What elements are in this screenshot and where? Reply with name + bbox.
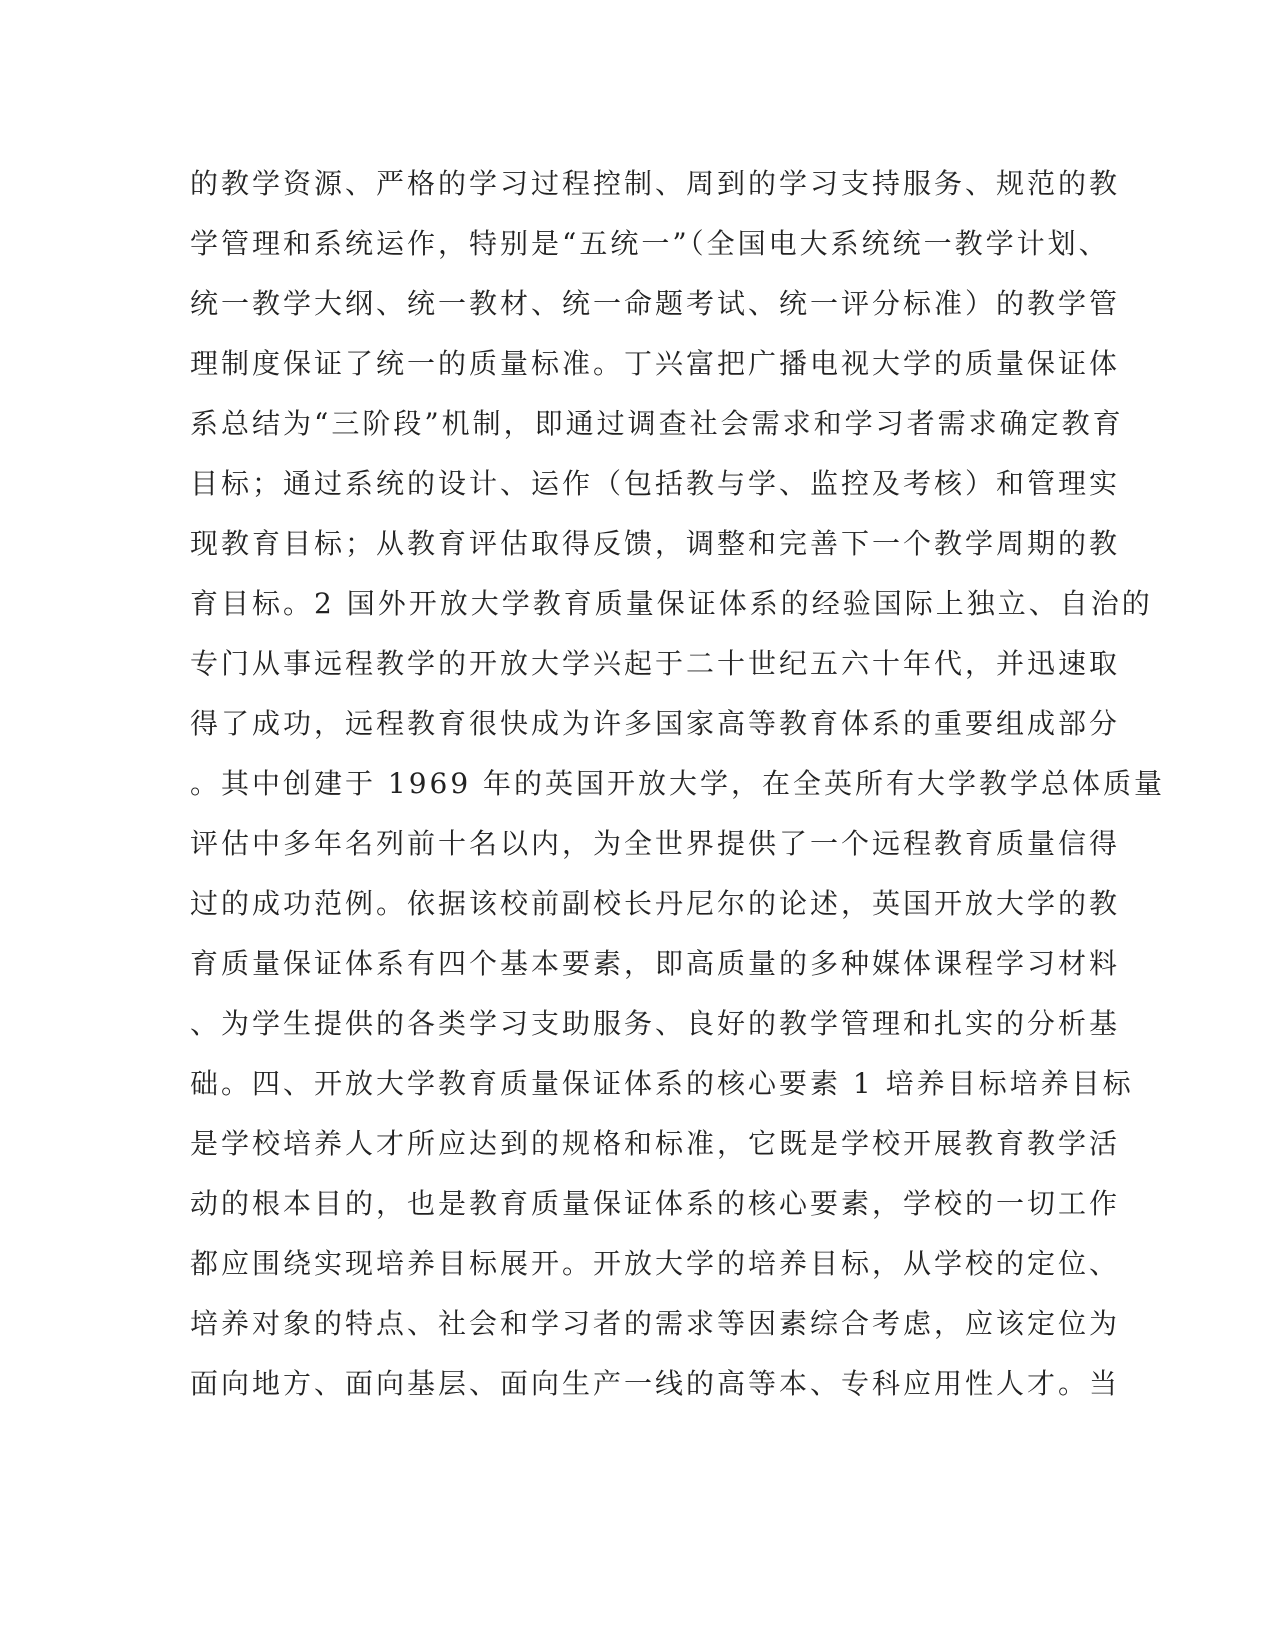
text-line: 的教学资源、严格的学习过程控制、周到的学习支持服务、规范的教 xyxy=(190,167,1121,200)
text-line: 评估中多年名列前十名以内，为全世界提供了一个远程教育质量信得 xyxy=(190,827,1121,860)
text-line: 都应围绕实现培养目标展开。开放大学的培养目标，从学校的定位、 xyxy=(190,1247,1121,1280)
text-line: 过的成功范例。依据该校前副校长丹尼尔的论述，英国开放大学的教 xyxy=(190,887,1121,920)
text-line: 动的根本目的，也是教育质量保证体系的核心要素，学校的一切工作 xyxy=(190,1187,1121,1220)
text-line: 面向地方、面向基层、面向生产一线的高等本、专科应用性人才。当 xyxy=(190,1367,1121,1400)
text-line: 、为学生提供的各类学习支助服务、良好的教学管理和扎实的分析基 xyxy=(190,1007,1121,1040)
body-text xyxy=(190,164,1166,1424)
text-line: 现教育目标；从教育评估取得反馈，调整和完善下一个教学周期的教 xyxy=(190,527,1121,560)
text-line: 统一教学大纲、统一教材、统一命题考试、统一评分标准）的教学管 xyxy=(190,287,1121,320)
text-line: 育质量保证体系有四个基本要素，即高质量的多种媒体课程学习材料 xyxy=(190,947,1121,980)
text-line: 系总结为“三阶段”机制，即通过调查社会需求和学习者需求确定教育 xyxy=(190,407,1124,440)
text-line: 目标；通过系统的设计、运作（包括教与学、监控及考核）和管理实 xyxy=(190,467,1121,500)
text-line: 专门从事远程教学的开放大学兴起于二十世纪五六十年代，并迅速取 xyxy=(190,647,1121,680)
text-line: 育目标。2 国外开放大学教育质量保证体系的经验国际上独立、自治的 xyxy=(190,587,1153,620)
text-line: 培养对象的特点、社会和学习者的需求等因素综合考虑，应该定位为 xyxy=(190,1307,1121,1340)
text-line: 学管理和系统运作，特别是“五统一”（全国电大系统统一教学计划、 xyxy=(190,227,1110,260)
text-line: 理制度保证了统一的质量标准。丁兴富把广播电视大学的质量保证体 xyxy=(190,347,1121,380)
text-line: 是学校培养人才所应达到的规格和标准，它既是学校开展教育教学活 xyxy=(190,1127,1121,1160)
text-line: 得了成功，远程教育很快成为许多国家高等教育体系的重要组成部分 xyxy=(190,707,1121,740)
text-line: 。其中创建于 1969 年的英国开放大学，在全英所有大学教学总体质量 xyxy=(190,767,1166,800)
text-line: 础。四、开放大学教育质量保证体系的核心要素 1 培养目标培养目标 xyxy=(190,1067,1134,1100)
